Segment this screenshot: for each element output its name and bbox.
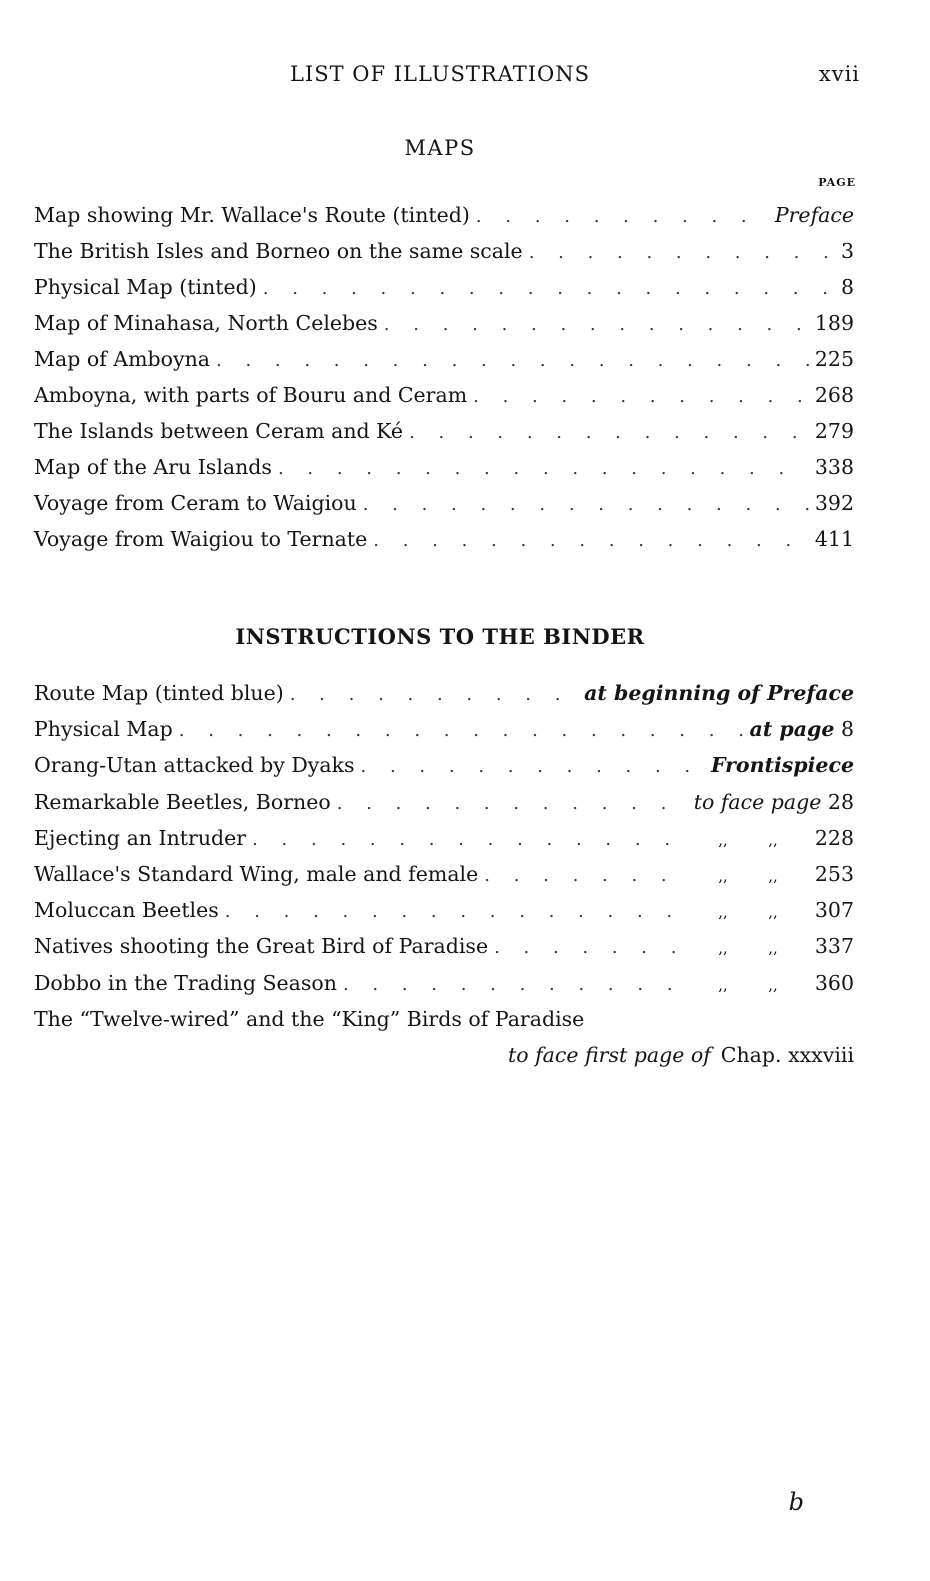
entry-title: Natives shooting the Great Bird of Paradise — [34, 934, 489, 959]
dot-leader — [473, 379, 809, 415]
ditto-mark: ,, — [768, 939, 778, 958]
entry-title: Physical Map (tinted) — [34, 275, 257, 299]
entry-placement: to face first page of — [507, 1042, 711, 1067]
entry-title: The “Twelve-wired” and the “King” Birds of Paradise — [34, 1006, 585, 1031]
entry-page: 228 — [814, 825, 854, 850]
list-item — [34, 1001, 854, 1037]
list-item — [34, 747, 854, 783]
maps-list — [34, 197, 854, 557]
dot-leader — [476, 199, 769, 235]
list-item — [34, 711, 854, 747]
dot-leader — [494, 930, 688, 966]
dot-leader — [263, 271, 835, 307]
entry-page: 189 — [814, 311, 854, 335]
entry-title: The British Isles and Borneo on the same scale — [34, 239, 523, 263]
ditto-mark: ,, — [718, 903, 728, 922]
entry-title: Physical Map — [34, 717, 173, 742]
entry-placement: to face page — [693, 789, 822, 814]
list-item — [34, 965, 854, 1001]
dot-leader — [252, 822, 688, 858]
entry-title: Moluccan Beetles — [34, 898, 219, 923]
entry-title: Ejecting an Intruder — [34, 825, 247, 850]
list-item — [34, 784, 854, 820]
list-item — [34, 892, 854, 928]
dot-leader — [484, 858, 688, 894]
entry-title: Amboyna, with parts of Bouru and Ceram — [34, 383, 468, 407]
dot-leader — [361, 749, 705, 785]
list-item — [34, 377, 854, 413]
signature-mark: b — [788, 1488, 804, 1516]
list-item — [34, 521, 854, 557]
list-item — [34, 233, 854, 269]
entry-page: 411 — [814, 527, 854, 551]
entry-chapter: Chap. xxxviii — [720, 1042, 854, 1067]
list-item — [34, 197, 854, 233]
dot-leader — [409, 415, 809, 451]
entry-title: Dobbo in the Trading Season — [34, 970, 337, 995]
binder-list — [34, 675, 854, 1073]
entry-title: Map showing Mr. Wallace's Route (tinted) — [34, 203, 470, 227]
list-item — [34, 820, 854, 856]
entry-title: Voyage from Ceram to Waigiou — [34, 491, 357, 515]
entry-page: 392 — [814, 491, 854, 515]
entry-title: Remarkable Beetles, Borneo — [34, 789, 331, 814]
entry-page: Preface — [774, 203, 854, 227]
dot-leader — [337, 786, 688, 822]
entry-page: 338 — [814, 455, 854, 479]
maps-section-title: MAPS — [404, 136, 476, 160]
entry-title: Map of the Aru Islands — [34, 455, 272, 479]
dot-leader — [363, 487, 809, 523]
entry-page: 225 — [814, 347, 854, 371]
entry-page: 279 — [814, 419, 854, 443]
entry-placement: at beginning of Preface — [584, 681, 854, 705]
dot-leader — [278, 451, 809, 487]
ditto-mark: ,, — [718, 866, 728, 885]
ditto-mark: ,, — [718, 830, 728, 849]
entry-title: Wallace's Standard Wing, male and female — [34, 861, 479, 886]
page-number: xvii — [818, 62, 860, 86]
list-item — [34, 485, 854, 521]
entry-page: 8 — [840, 717, 854, 742]
ditto-mark: ,, — [768, 866, 778, 885]
list-item — [34, 675, 854, 711]
dot-leader — [290, 677, 578, 713]
ditto-mark: ,, — [718, 975, 728, 994]
entry-title: Orang-Utan attacked by Dyaks — [34, 753, 355, 778]
dot-leader — [216, 343, 809, 379]
page-header — [0, 58, 930, 98]
dot-leader — [225, 894, 688, 930]
ditto-mark: ,, — [718, 939, 728, 958]
dot-leader — [343, 967, 688, 1003]
entry-page: 3 — [840, 239, 854, 263]
dot-leader — [529, 235, 835, 271]
entry-page: 360 — [814, 970, 854, 995]
list-item — [34, 269, 854, 305]
running-title: LIST OF ILLUSTRATIONS — [289, 62, 590, 86]
list-item — [34, 449, 854, 485]
list-item — [34, 928, 854, 964]
entry-page: 268 — [814, 383, 854, 407]
list-item-continuation — [34, 1037, 854, 1073]
entry-page: 8 — [840, 275, 854, 299]
dot-leader — [179, 713, 744, 749]
list-item — [34, 413, 854, 449]
entry-title: Map of Minahasa, North Celebes — [34, 311, 378, 335]
ditto-mark: ,, — [768, 903, 778, 922]
entry-page: 307 — [814, 898, 854, 923]
entry-page: 337 — [814, 934, 854, 959]
list-item — [34, 341, 854, 377]
entry-title: The Islands between Ceram and Ké — [34, 419, 404, 443]
list-item — [34, 856, 854, 892]
entry-page: 253 — [814, 861, 854, 886]
ditto-mark: ,, — [768, 830, 778, 849]
dot-leader — [384, 307, 809, 343]
entry-placement: at page — [749, 717, 835, 742]
entry-title: Voyage from Waigiou to Ternate — [34, 527, 368, 551]
list-item — [34, 305, 854, 341]
page-column-label: PAGE — [818, 176, 856, 189]
entry-title: Route Map (tinted blue) — [34, 681, 284, 705]
ditto-mark: ,, — [768, 975, 778, 994]
entry-placement: Frontispiece — [710, 753, 854, 778]
entry-title: Map of Amboyna — [34, 347, 211, 371]
binder-section-title: INSTRUCTIONS TO THE BINDER — [235, 624, 645, 649]
entry-page: 28 — [827, 789, 854, 814]
dot-leader — [373, 523, 809, 559]
